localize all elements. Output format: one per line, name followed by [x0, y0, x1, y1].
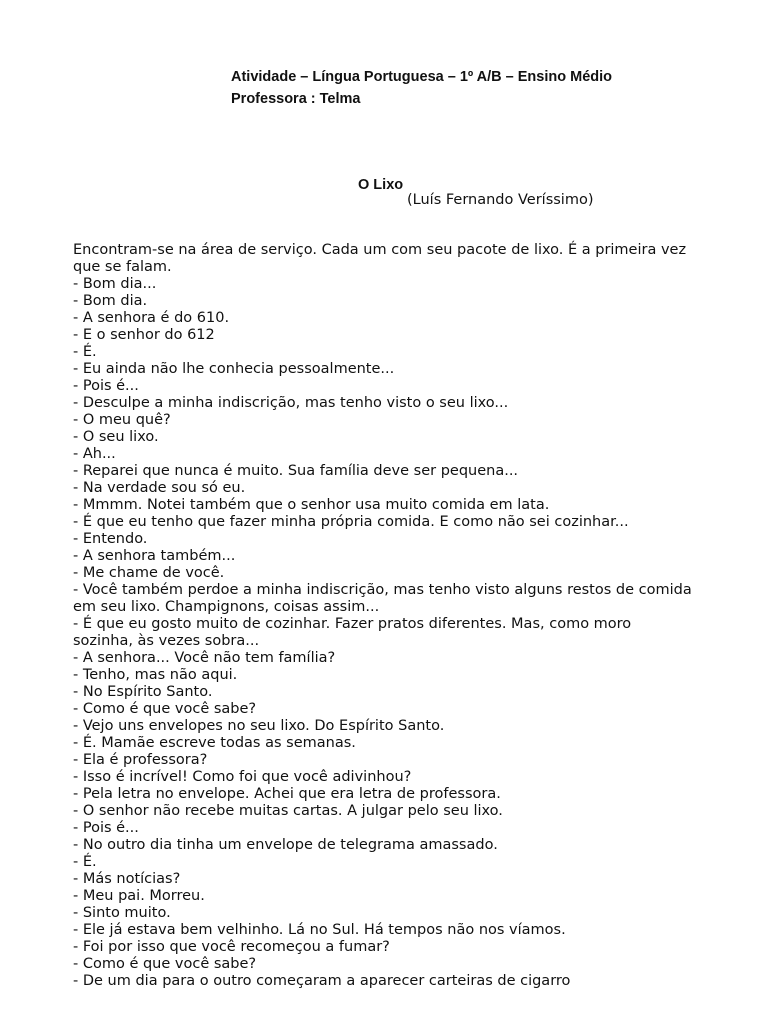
dialogue-line: - Pela letra no envelope. Achei que era letra de professora. [73, 786, 501, 802]
dialogue-line: - Você também perdoe a minha indiscrição, mas tenho visto alguns restos de comida em seu lixo. Champignons, coisas assim... [73, 582, 692, 615]
dialogue-line: - Mmmm. Notei também que o senhor usa muito comida em lata. [73, 497, 550, 513]
dialogue-line: - Ele já estava bem velhinho. Lá no Sul. Há tempos não nos víamos. [73, 922, 566, 938]
dialogue-line: - Meu pai. Morreu. [73, 888, 205, 904]
dialogue-line: - É. Mamãe escreve todas as semanas. [73, 735, 356, 751]
dialogue-line: - Eu ainda não lhe conhecia pessoalmente... [73, 361, 395, 377]
dialogue-line: - Ela é professora? [73, 752, 208, 768]
dialogue-line: - O senhor não recebe muitas cartas. A julgar pelo seu lixo. [73, 803, 503, 819]
dialogue-line: - Bom dia. [73, 293, 148, 309]
dialogue-line: - Más notícias? [73, 871, 181, 887]
story-title: O Lixo [358, 177, 404, 193]
dialogue-line: - De um dia para o outro começaram a aparecer carteiras de cigarro [73, 973, 571, 989]
dialogue-line: - Bom dia... [73, 276, 157, 292]
dialogue-line: - Ah... [73, 446, 116, 462]
dialogue-line: - A senhora... Você não tem família? [73, 650, 336, 666]
dialogue-line: - O meu quê? [73, 412, 171, 428]
dialogue-line: - Entendo. [73, 531, 148, 547]
dialogue-line: - É. [73, 854, 97, 870]
dialogue-line: - É que eu tenho que fazer minha própria comida. E como não sei cozinhar... [73, 514, 629, 530]
dialogue-line: - Reparei que nunca é muito. Sua família deve ser pequena... [73, 463, 519, 479]
dialogue-line: - E o senhor do 612 [73, 327, 215, 343]
dialogue-line: - No outro dia tinha um envelope de telegrama amassado. [73, 837, 498, 853]
dialogue-line: - É que eu gosto muito de cozinhar. Fazer pratos diferentes. Mas, como moro sozinha, às vezes sobra... [73, 616, 632, 649]
dialogue-line: - Tenho, mas não aqui. [73, 667, 238, 683]
dialogue-line: - Isso é incrível! Como foi que você adivinhou? [73, 769, 412, 785]
teacher-name: Professora : Telma [231, 91, 361, 107]
dialogue-line: - É. [73, 344, 97, 360]
dialogue-line: - Desculpe a minha indiscrição, mas tenho visto o seu lixo... [73, 395, 509, 411]
dialogue-line: - Pois é... [73, 378, 139, 394]
dialogue-line: - A senhora é do 610. [73, 310, 230, 326]
dialogue-line: - Como é que você sabe? [73, 956, 257, 972]
activity-title: Atividade – Língua Portuguesa – 1º A/B – Ensino Médio [231, 69, 613, 85]
dialogue-line: - Vejo uns envelopes no seu lixo. Do Espírito Santo. [73, 718, 445, 734]
dialogue-line: - Pois é... [73, 820, 139, 836]
document-header [231, 66, 612, 110]
intro-paragraph: Encontram-se na área de serviço. Cada um com seu pacote de lixo. É a primeira vez que se falam. [73, 242, 687, 275]
dialogue-line: - Sinto muito. [73, 905, 171, 921]
dialogue-line: - Me chame de você. [73, 565, 225, 581]
story-body [73, 242, 693, 990]
dialogue-line: - Foi por isso que você recomeçou a fumar? [73, 939, 390, 955]
story-author: (Luís Fernando Veríssimo) [407, 192, 594, 208]
dialogue-line: - No Espírito Santo. [73, 684, 213, 700]
dialogue-line: - Na verdade sou só eu. [73, 480, 246, 496]
dialogue-line: - Como é que você sabe? [73, 701, 257, 717]
dialogue-line: - A senhora também... [73, 548, 236, 564]
dialogue-line: - O seu lixo. [73, 429, 159, 445]
